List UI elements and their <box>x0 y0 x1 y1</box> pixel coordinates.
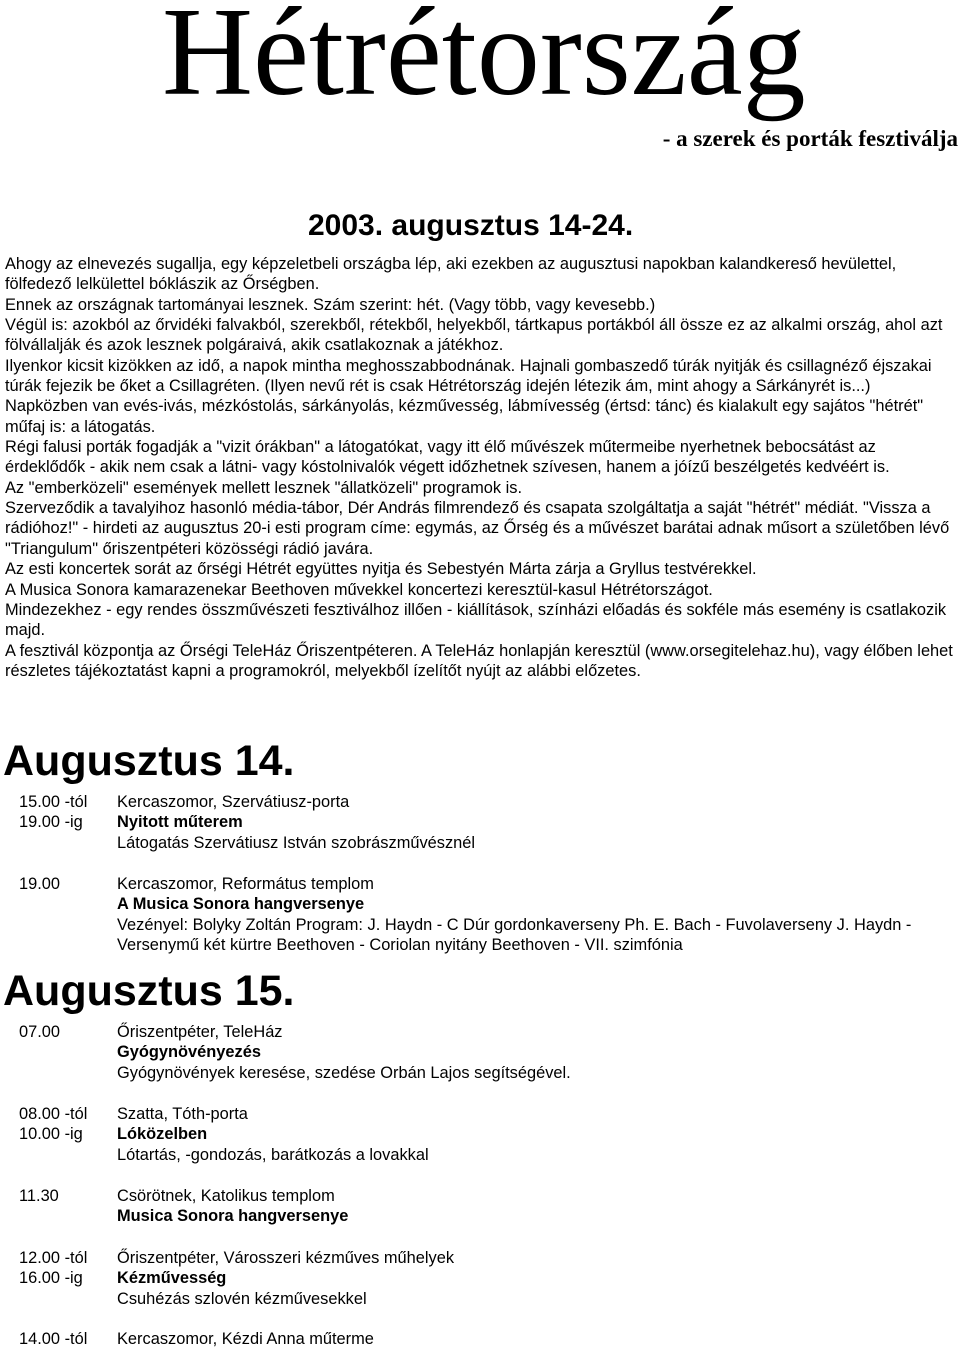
event-place: Kercaszomor, Kézdi Anna műterme <box>117 1330 374 1348</box>
event-place: Szatta, Tóth-porta <box>117 1105 248 1123</box>
intro-paragraph: Ennek az országnak tartományai lesznek. Szám szerint: hét. (Vagy több, vagy kevesebb.) <box>5 295 656 314</box>
festival-date: 2003. augusztus 14-24. <box>308 209 634 242</box>
intro-paragraph: A fesztivál központja az Őrségi TeleHáz Őriszentpéteren. A TeleHáz honlapján keresztül (www.orsegitelehaz.hu), vagy élőben lehet részletes tájékoztatást kapni a programokról, melyekből ízelítőt nyújt az alábbi előzetes. <box>5 641 953 680</box>
event-place: Őriszentpéter, Városszeri kézműves műhelyek <box>117 1249 455 1267</box>
event-description: Csuhézás szlovén kézművesekkel <box>117 1289 367 1308</box>
event-times <box>19 1248 117 1289</box>
intro-paragraph: Az esti koncertek sorát az őrségi Hétrét együttes nyitja és Sebestyén Márta zárja a Gryllus testvérekkel. <box>5 560 757 579</box>
event-detail <box>117 874 937 956</box>
intro-paragraph: A Musica Sonora kamarazenekar Beethoven művekkel koncertezi keresztül-kasul Hétrétországot. <box>5 580 713 599</box>
intro-paragraph: Szerveződik a tavalyihoz hasonló média-tábor, Dér András filmrendező és csapata szolgáltatja a saját "hétrét" médiát. "Vissza a rádióhoz!" - hirdeti az augusztus 20-i esti program címe: egymás, az Őrség és a művészet barátai adnak műsort a születőben lévő "Triangulum" őriszentpéteri közösségi rádió javára. <box>5 499 950 558</box>
event-name: Lóközelben <box>117 1125 208 1144</box>
event-place: Kercaszomor, Református templom <box>117 875 374 893</box>
event-start-time: 08.00 -tól <box>19 1105 88 1123</box>
event-name: Kézművesség <box>117 1269 227 1288</box>
event-end-time: 19.00 -ig <box>19 813 83 832</box>
event-times <box>19 1186 117 1206</box>
event-times <box>19 1329 117 1349</box>
festival-title: Hétrétország <box>162 0 806 122</box>
event-start-time: 12.00 -tól <box>19 1249 88 1267</box>
intro-paragraph: Ahogy az elnevezés sugallja, egy képzeletbeli országba lép, aki ezekben az augusztusi napokban kalandkereső hevülettel, fölfedező lelkülettel bóklászik az Őrségben. <box>5 255 897 294</box>
event-detail <box>117 1022 937 1083</box>
event-start-time: 19.00 <box>19 875 61 893</box>
intro-paragraph: Az "emberközeli" események mellett lesznek "állatközeli" programok is. <box>5 478 523 497</box>
event-name: Musica Sonora hangversenye <box>117 1207 349 1226</box>
event-start-time: 14.00 -tól <box>19 1330 88 1348</box>
event-times <box>19 874 117 894</box>
intro-paragraph: Mindezekhez - egy rendes összművészeti fesztiválhoz illően - kiállítások, színházi előadás és sokféle más esemény is csatlakozik majd. <box>5 600 947 640</box>
event-end-time: 16.00 -ig <box>19 1269 83 1288</box>
event-times <box>19 1104 117 1145</box>
event-end-time: 10.00 -ig <box>19 1125 83 1144</box>
event-description: Gyógynövények keresése, szedése Orbán Lajos segítségével. <box>117 1063 571 1082</box>
event-detail <box>117 1329 937 1349</box>
event-name: Gyógynövényezés <box>117 1043 261 1062</box>
intro-paragraph: Ilyenkor kicsit kizökken az idő, a napok mintha meghosszabbodnának. Hajnali gombaszedő túrák nyitják és csillagnéző éjszakai túrák fejezik be őket a Csillagréten. (Ilyen nevű rét is csak Hétrétország idején létezik ám, mint ahogy a Sárkányrét is...) <box>5 356 932 396</box>
event-name: Nyitott műterem <box>117 813 243 832</box>
event-start-time: 11.30 <box>19 1187 59 1205</box>
intro-paragraph: Végül is: azokból az őrvidéki falvakból, szerekből, rétekből, helyekből, tártkapus portákból áll össze ez az alkalmi ország, ahol azt fölvállalják és azok lesznek polgáraivá, akik csatlakoznak a játékhoz. <box>5 316 943 355</box>
event-description: Vezényel: Bolyky Zoltán Program: J. Haydn - C Dúr gordonkaverseny Ph. E. Bach - Fuvolaverseny J. Haydn - Versenymű két kürtre Beethoven - Coriolan nyitány Beethoven - VII. szimfónia <box>117 915 912 955</box>
event-place: Csörötnek, Katolikus templom <box>117 1187 335 1205</box>
event-place: Őriszentpéter, TeleHáz <box>117 1023 283 1041</box>
event-detail <box>117 792 937 853</box>
day-heading: Augusztus 15. <box>3 967 295 1015</box>
event-times <box>19 1022 117 1042</box>
event-name: A Musica Sonora hangversenye <box>117 895 365 914</box>
event-detail <box>117 1104 937 1165</box>
intro-paragraph: Napközben van evés-ivás, mézkóstolás, sárkányolás, kézművesség, lábmívesség (értsd: tánc) és kialakult egy sajátos "hétrét" műfaj is: a látogatás. <box>5 397 924 436</box>
intro-paragraph: Régi falusi porták fogadják a "vizit órákban" a látogatókat, vagy itt élő művészek műtermeibe nyerhetnek bebocsátást az érdeklődők - akik nem csak a látni- vagy kóstolnivalók végett időzhetnek szívesen, hanem a jóízű beszélgetés kedvéért is. <box>5 438 890 477</box>
event-start-time: 07.00 <box>19 1023 61 1041</box>
intro-text <box>5 254 955 681</box>
event-detail <box>117 1248 937 1309</box>
event-detail <box>117 1186 937 1227</box>
event-start-time: 15.00 -tól <box>19 793 88 811</box>
event-place: Kercaszomor, Szervátiusz-porta <box>117 793 350 811</box>
festival-subtitle: - a szerek és porták fesztiválja <box>662 126 958 151</box>
event-description: Lótartás, -gondozás, barátkozás a lovakkal <box>117 1145 429 1164</box>
event-description: Látogatás Szervátiusz István szobrászművésznél <box>117 833 476 852</box>
day-heading: Augusztus 14. <box>3 737 295 785</box>
event-times <box>19 792 117 833</box>
